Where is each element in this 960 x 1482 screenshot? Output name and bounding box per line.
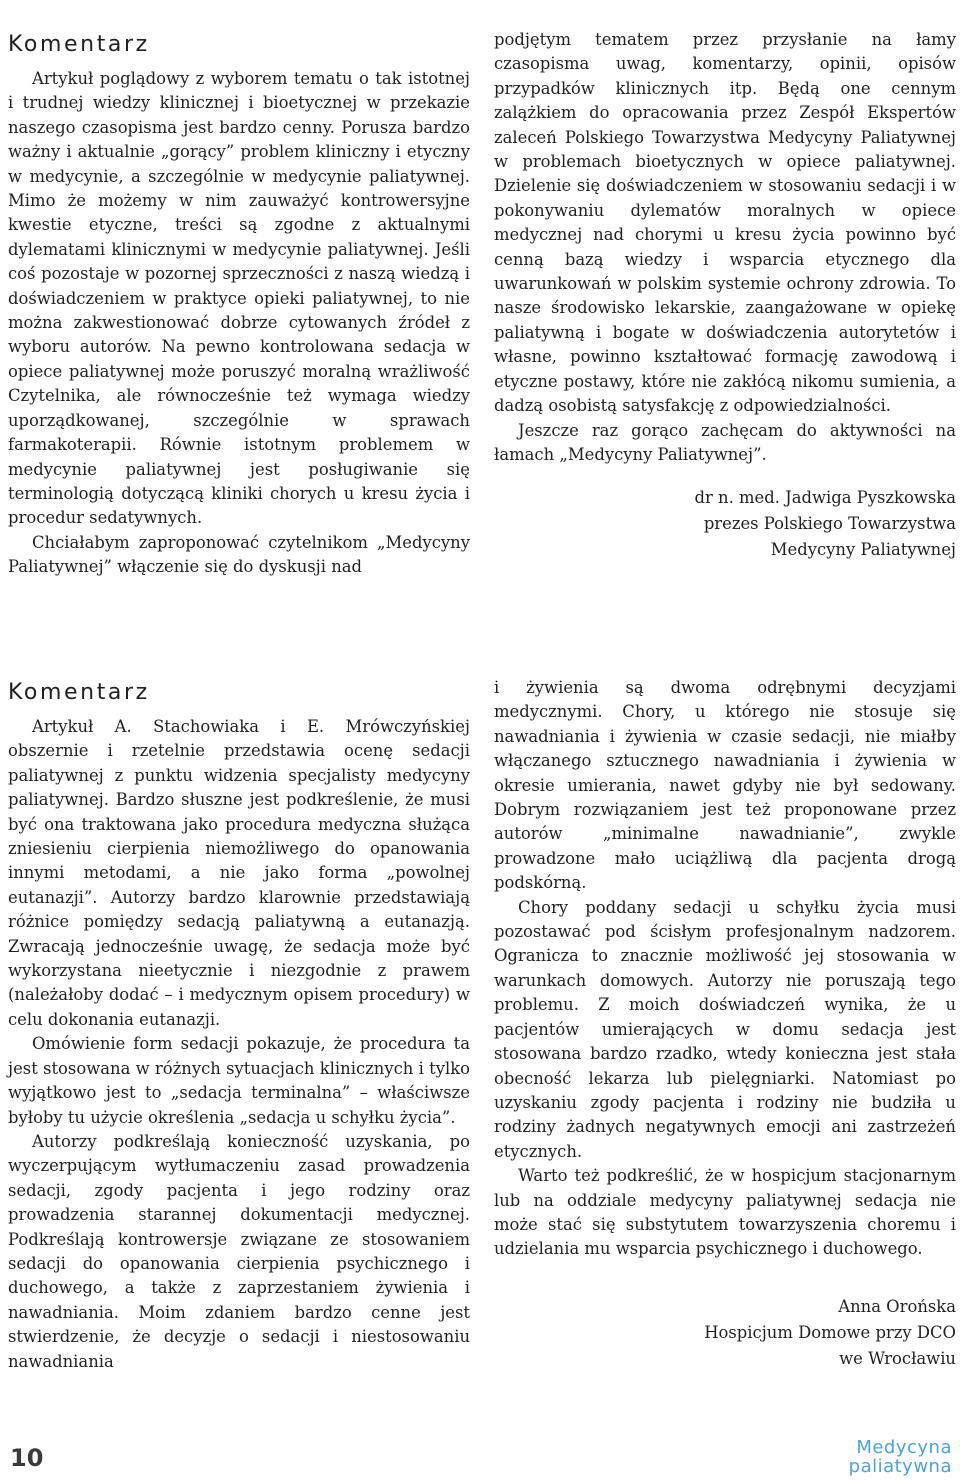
signature-name: Anna Orońska bbox=[838, 1296, 956, 1316]
comment-1-right-column bbox=[494, 28, 956, 563]
paragraph: Artykuł poglądowy z wyborem tematu o tak istotnej i trudnej wiedzy klinicznej i bioetycznej w przekazie naszego czasopisma jest bardzo cenny. Porusza bardzo ważny i aktualnie „gorący” problem kliniczny i etyczny w medycynie, a szczególnie w medycynie paliatywnej. Mimo że możemy w nim zauważyć kontrowersyjne kwestie etyczne, treści są zgodne z aktualnymi dylematami klinicznymi w medycynie paliatywnej. Jeśli coś pozostaje w pozornej sprzeczności z naszą wiedzą i doświadczeniem w praktyce opieki paliatywnej, to nie można zakwestionować dobrze cytowanych źródeł z wyboru autorów. Na pewno kontrolowana sedacja w opiece paliatywnej może poruszyć moralną wrażliwość Czytelnika, ale równocześnie też wymaga wiedzy uporządkowanej, szczególnie w sprawach farmakoterapii. Równie istotnym problemem w medycynie paliatywnej jest posługiwanie się terminologią dotyczącą kliniki chorych u kresu życia i procedur sedatywnych. bbox=[8, 69, 470, 528]
signature-title: Hospicjum Domowe przy DCO bbox=[704, 1322, 956, 1342]
signature-title: Medycyny Paliatywnej bbox=[770, 540, 956, 560]
signature-title: we Wrocławiu bbox=[839, 1348, 956, 1368]
signature-name: dr n. med. Jadwiga Pyszkowska bbox=[694, 488, 956, 508]
page-number: 10 bbox=[10, 1444, 44, 1472]
paragraph: Jeszcze raz gorąco zachęcam do aktywności na łamach „Medycyny Paliatywnej”. bbox=[494, 420, 956, 464]
paragraph: Artykuł A. Stachowiaka i E. Mrówczyńskiej obszernie i rzetelnie przedstawia ocenę sedacji paliatywnej z punktu widzenia specjalisty medycyny paliatywnej. Bardzo słuszne jest podkreślenie, że musi być ona traktowana jako procedura medyczna służąca zniesieniu cierpienia niemożliwego do opanowania innymi metodami, a nie jako forma „powolnej eutanazji”. Autorzy bardzo klarownie przedstawiają różnice pomiędzy sedacją paliatywną a eutanazją. Zwracają jednocześnie uwagę, że sedacja może być wykorzystana nieetycznie i niezgodnie z prawem (należałoby dodać – i medycznym opisem procedury) w celu dokonania eutanazji. bbox=[8, 717, 470, 1029]
journal-logo bbox=[849, 1438, 952, 1476]
paragraph: Warto też podkreślić, że w hospicjum stacjonarnym lub na oddziale medycyny paliatywnej sedacja nie może stać się substytutem towarzyszenia choremu i udzielania mu wsparcia psychicznego i duchowego. bbox=[494, 1166, 956, 1259]
signature bbox=[494, 1294, 956, 1372]
comment-2-left-column bbox=[8, 676, 470, 1374]
paragraph: Chory poddany sedacji u schyłku życia musi pozostawać pod ścisłym profesjonalnym nadzorem. Ogranicza to znacznie możliwość jej stosowania w warunkach domowych. Autorzy nie poruszają tego problemu. Z moich doświadczeń wynika, że u pacjentów umierających w domu sedacja jest stosowana bardzo rzadko, wtedy konieczna jest stała obecność lekarza lub pielęgniarki. Natomiast po uzyskaniu zgody pacjenta i rodziny nie budziła u rodziny żadnych negatywnych emocji ani zastrzeżeń etycznych. bbox=[494, 897, 956, 1161]
paragraph: Chciałabym zaproponować czytelnikom „Medycyny Paliatywnej” włączenie się do dyskusji nad bbox=[8, 532, 470, 577]
comment-heading: Komentarz bbox=[8, 32, 150, 57]
comment-2-right-column bbox=[494, 676, 956, 1372]
journal-logo-line-2: paliatywna bbox=[848, 1456, 952, 1477]
signature-title: prezes Polskiego Towarzystwa bbox=[703, 514, 956, 534]
page-footer bbox=[0, 1430, 960, 1482]
journal-logo-line-1: Medycyna bbox=[856, 1437, 952, 1458]
signature bbox=[494, 485, 956, 563]
paragraph-continued: podjętym tematem przez przysłanie na łamy czasopisma uwag, komentarzy, opinii, opisów przypadków klinicznych itp. Będą one cennym zalążkiem do opracowania przez Zespół Ekspertów zaleceń Polskiego Towarzystwa Medycyny Paliatywnej w problemach bioetycznych w opiece paliatywnej. Dzielenie się doświadczeniem w stosowaniu sedacji i w pokonywaniu dylematów moralnych w opiece medycznej nad chorymi u kresu życia powinno być cenną bazą wiedzy i wsparcia etycznego dla uwarunkowań w polskim systemie ochrony zdrowia. To nasze środowisko lekarskie, zaangażowane w opiekę paliatywną i bogate w doświadczenia autorytetów i własne, powinno kształtować formację zawodową i etyczne postawy, które nie zakłócą nikomu sumienia, a dadzą osobistą satysfakcję z odpowiedzialności. bbox=[494, 30, 956, 416]
paragraph: Omówienie form sedacji pokazuje, że procedura ta jest stosowana w różnych sytuacjach klinicznych i tylko wyjątkowo jest to „sedacja terminalna” – właściwsze byłoby tu użycie określenia „sedacja u schyłku życia”. bbox=[8, 1034, 470, 1127]
paragraph: Autorzy podkreślają konieczność uzyskania, po wyczerpującym wytłumaczeniu zasad prowadzenia sedacji, zgody pacjenta i jego rodziny oraz prowadzenia starannej dokumentacji medycznej. Podkreślają kontrowersje związane ze stosowaniem sedacji do opanowania cierpienia psychicznego i duchowego, a także z zaprzestaniem żywienia i nawadniania. Moim zdaniem bardzo cenne jest stwierdzenie, że decyzje o sedacji i niestosowaniu nawadniania bbox=[8, 1131, 470, 1371]
comment-1-left-column bbox=[8, 28, 470, 580]
comment-heading: Komentarz bbox=[8, 680, 150, 705]
paragraph-continued: i żywienia są dwoma odrębnymi decyzjami medycznymi. Chory, u którego nie stosuje się nawadniania i żywienia w czasie sedacji, nie miałby włączanego sztucznego nawadniania i żywienia w okresie umierania, nawet gdyby nie był sedowany. Dobrym rozwiązaniem jest też proponowane przez autorów „minimalne nawadnianie”, zwykle prowadzone mało uciążliwą dla pacjenta drogą podskórną. bbox=[494, 678, 956, 893]
